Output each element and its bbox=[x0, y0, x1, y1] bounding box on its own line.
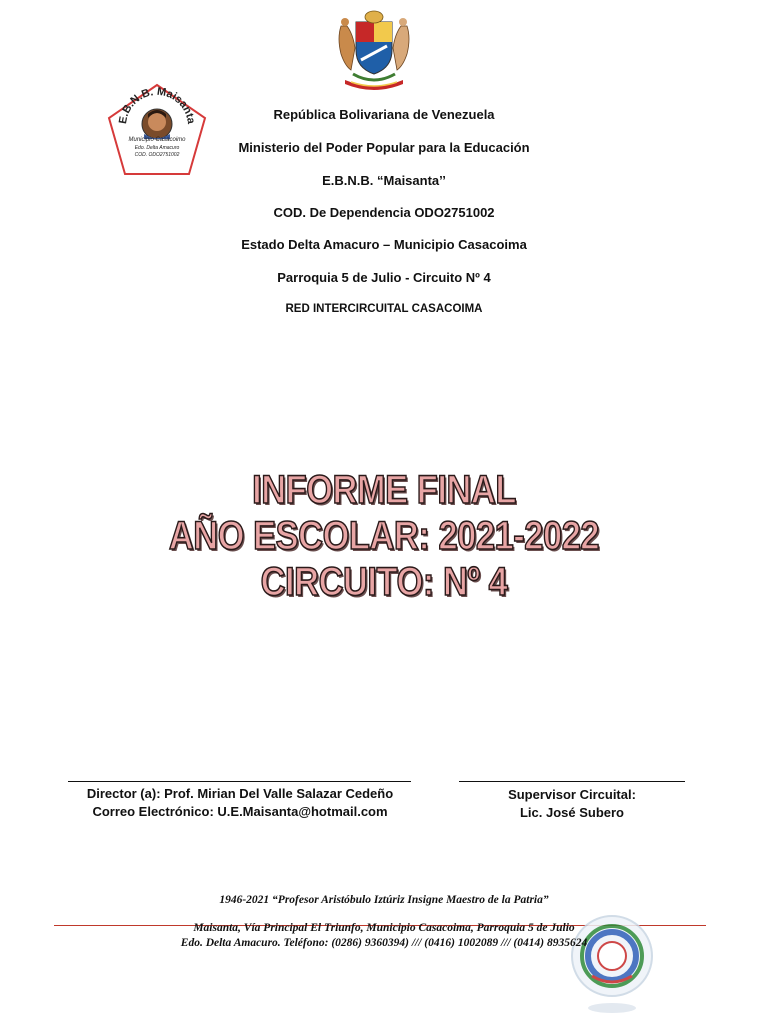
director-name: Director (a): Prof. Mirian Del Valle Salazar Cedeño bbox=[86, 786, 394, 801]
header-parish-circuit: Parroquia 5 de Julio - Circuito Nº 4 bbox=[277, 270, 491, 285]
footer-motto: 1946-2021 “Profesor Aristóbulo Iztúriz Insigne Maestro de la Patria” bbox=[219, 894, 549, 906]
header-republic: República Bolivariana de Venezuela bbox=[273, 107, 495, 122]
header-ministry: Ministerio del Poder Popular para la Educación bbox=[238, 140, 530, 155]
title-report: INFORME FINAL bbox=[252, 468, 516, 512]
school-logo-emblem-icon bbox=[106, 82, 208, 178]
header-school: E.B.N.B. “Maisanta’’ bbox=[322, 173, 446, 188]
school-logo-arc-text: E.B.N.B. Maisanta bbox=[116, 85, 197, 125]
school-logo-code: COD. ODO2751002 bbox=[134, 152, 180, 158]
title-circuit: CIRCUITO: Nº 4 bbox=[260, 560, 508, 604]
title-school-year: AÑO ESCOLAR: 2021-2022 bbox=[168, 514, 600, 558]
footer-phones: Edo. Delta Amacuro. Teléfono: (0286) 9360394) /// (0416) 1002089 /// (0414) 8935624 bbox=[180, 937, 588, 949]
school-logo bbox=[106, 82, 208, 178]
header-dependency-code: COD. De Dependencia ODO2751002 bbox=[273, 205, 495, 220]
footer-address: Maisanta, Vía Principal El Triunfo, Municipio Casacoima, Parroquia 5 de Julio bbox=[193, 922, 575, 934]
school-logo-state: Edo. Delta Amacuro bbox=[134, 145, 180, 151]
supervisor-signature-line bbox=[459, 781, 685, 782]
director-signature-line bbox=[68, 781, 411, 782]
header-network: RED INTERCIRCUITAL CASACOIMA bbox=[285, 303, 483, 315]
coat-of-arms-icon bbox=[331, 8, 417, 92]
director-email: Correo Electrónico: U.E.Maisanta@hotmail.com bbox=[92, 804, 388, 819]
supervisor-name: Lic. José Subero bbox=[519, 805, 625, 820]
school-logo-municipality: Municipio Casacoimo bbox=[128, 137, 186, 143]
supervisor-title: Supervisor Circuital: bbox=[508, 787, 636, 802]
header-state-municipality: Estado Delta Amacuro – Municipio Casacoima bbox=[241, 237, 527, 252]
